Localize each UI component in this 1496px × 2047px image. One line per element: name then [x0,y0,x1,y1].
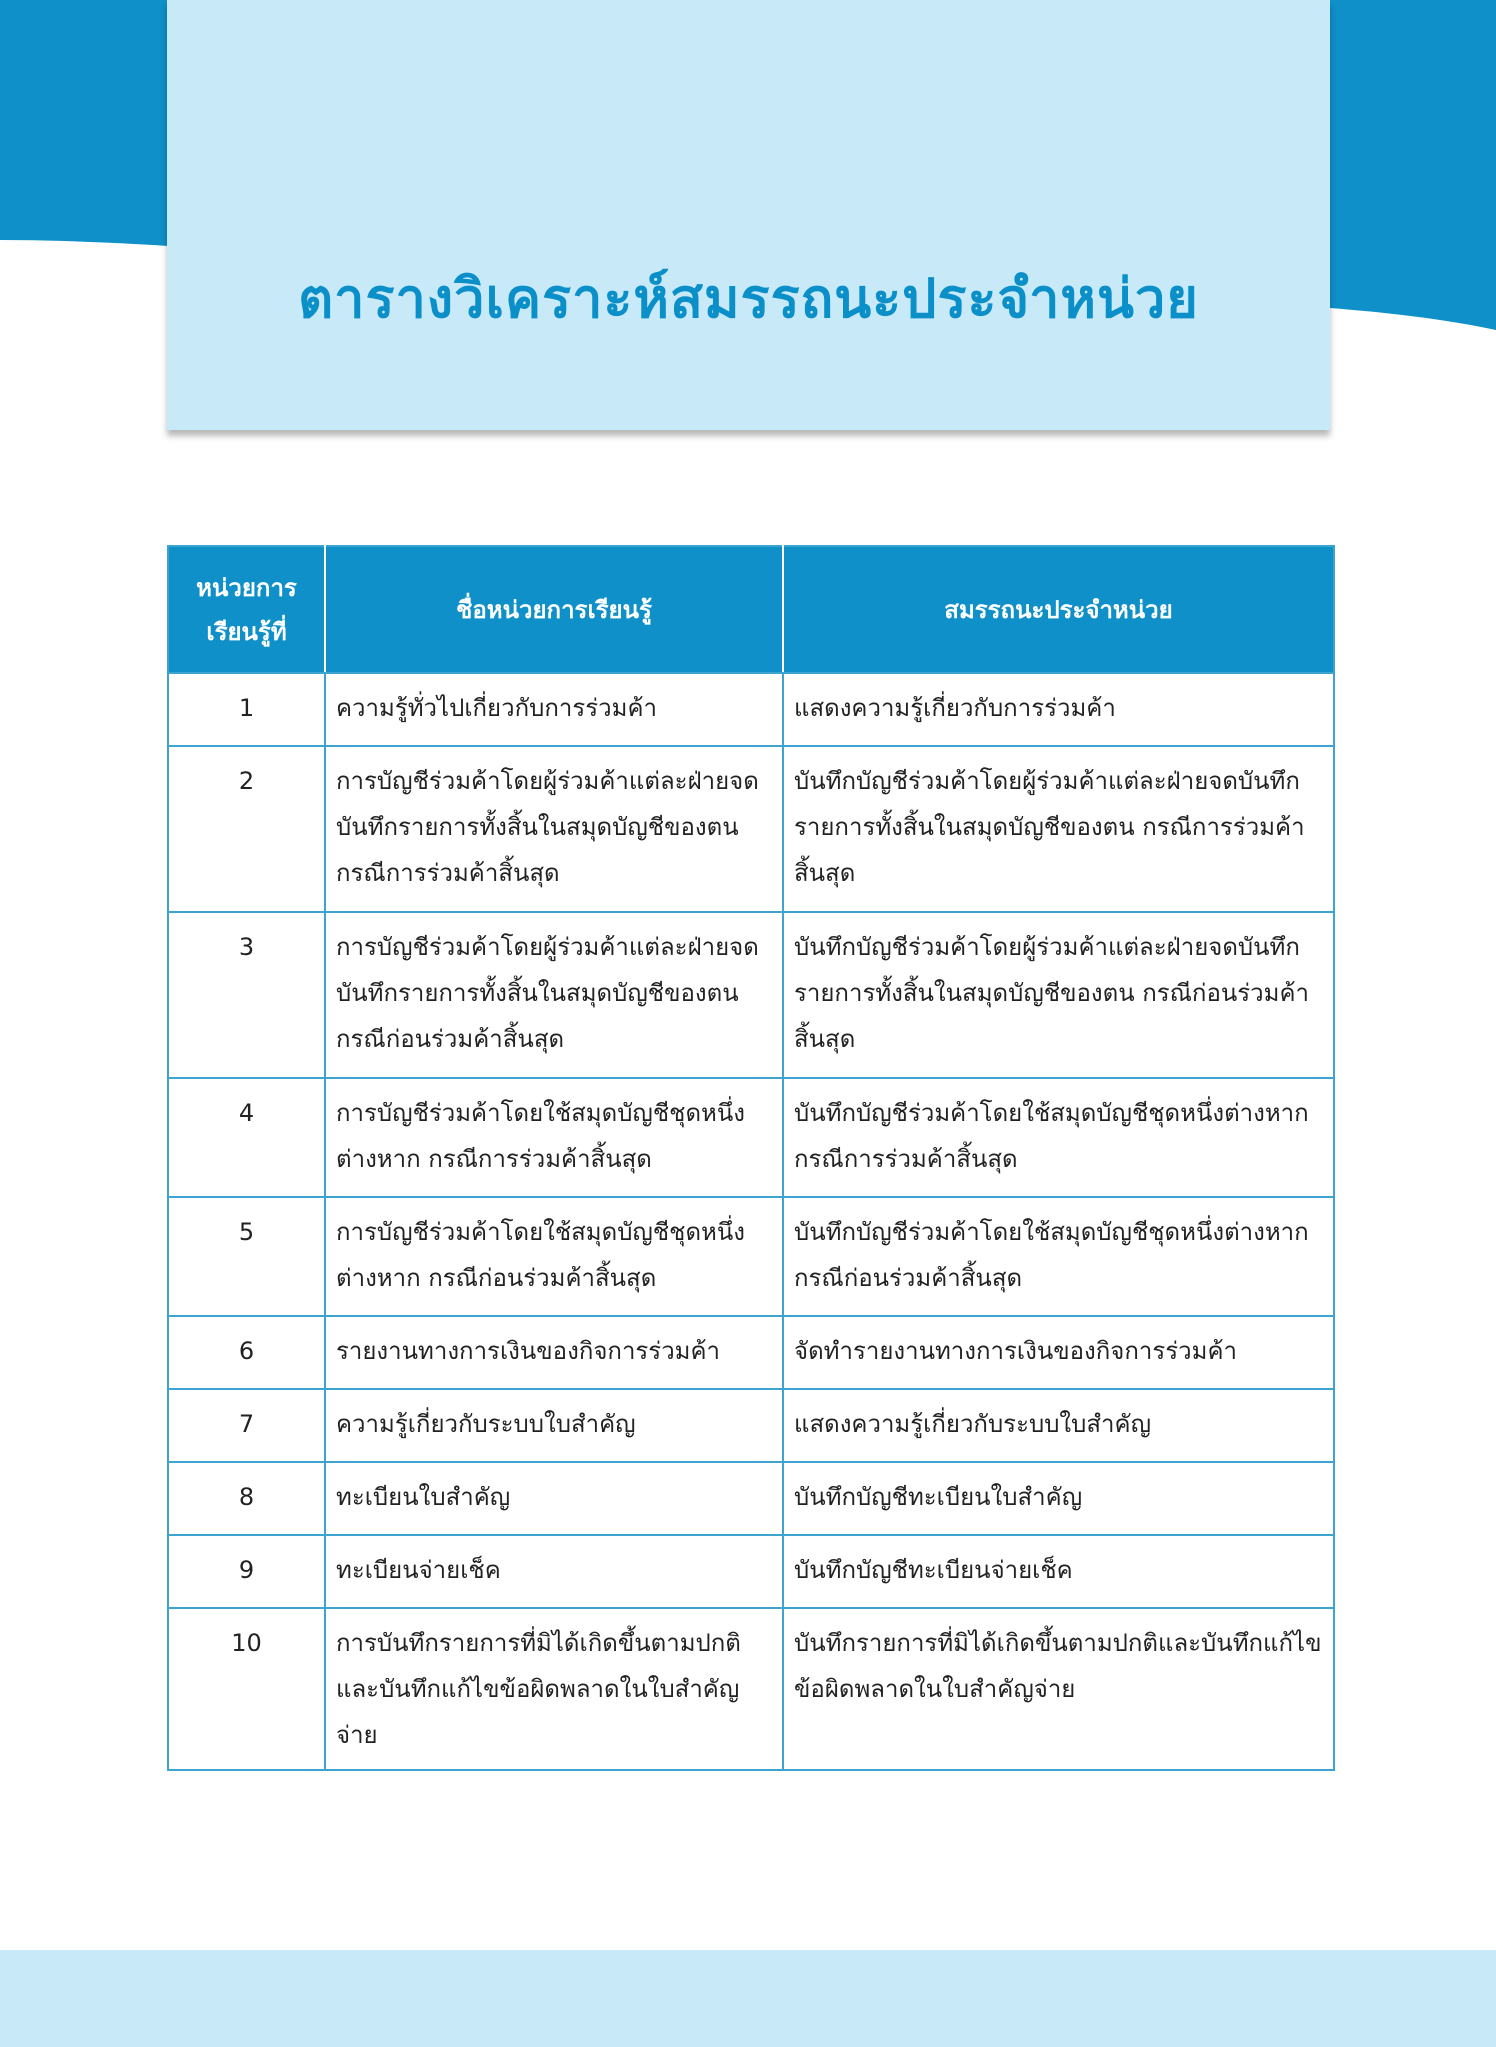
unit-number-cell: 5 [168,1197,325,1316]
competency-cell: บันทึกบัญชีร่วมค้าโดยผู้ร่วมค้าแต่ละฝ่ายจดบันทึกรายการทั้งสิ้นในสมุดบัญชีของตน กรณีการร่วมค้าสิ้นสุด [783,746,1334,912]
competency-cell: บันทึกบัญชีร่วมค้าโดยใช้สมุดบัญชีชุดหนึ่งต่างหาก กรณีการร่วมค้าสิ้นสุด [783,1078,1334,1197]
unit-number-cell: 3 [168,912,325,1078]
header-competency: สมรรถนะประจำหน่วย [783,546,1334,673]
unit-number-cell: 10 [168,1608,325,1770]
table-body [168,673,1334,1770]
unit-number-cell: 1 [168,673,325,746]
unit-name-cell: ทะเบียนจ่ายเช็ค [325,1535,783,1608]
table-header [168,546,1334,673]
unit-name-cell: การบัญชีร่วมค้าโดยใช้สมุดบัญชีชุดหนึ่งต่างหาก กรณีการร่วมค้าสิ้นสุด [325,1078,783,1197]
unit-name-cell: การบัญชีร่วมค้าโดยผู้ร่วมค้าแต่ละฝ่ายจดบันทึกรายการทั้งสิ้นในสมุดบัญชีของตน กรณีการร่วมค้าสิ้นสุด [325,746,783,912]
competency-table [167,545,1335,1771]
competency-cell: จัดทำรายงานทางการเงินของกิจการร่วมค้า [783,1316,1334,1389]
unit-number-cell: 6 [168,1316,325,1389]
header-unit-name: ชื่อหน่วยการเรียนรู้ [325,546,783,673]
table-row [168,1389,1334,1462]
unit-name-cell: การบัญชีร่วมค้าโดยใช้สมุดบัญชีชุดหนึ่งต่างหาก กรณีก่อนร่วมค้าสิ้นสุด [325,1197,783,1316]
competency-table-container [167,545,1333,1771]
unit-number-cell: 7 [168,1389,325,1462]
table-row [168,1535,1334,1608]
table-row [168,1078,1334,1197]
unit-name-cell: ความรู้ทั่วไปเกี่ยวกับการร่วมค้า [325,673,783,746]
competency-cell: บันทึกบัญชีร่วมค้าโดยใช้สมุดบัญชีชุดหนึ่งต่างหาก กรณีก่อนร่วมค้าสิ้นสุด [783,1197,1334,1316]
competency-cell: บันทึกบัญชีทะเบียนจ่ายเช็ค [783,1535,1334,1608]
title-panel [167,0,1330,430]
unit-name-cell: ทะเบียนใบสำคัญ [325,1462,783,1535]
unit-name-cell: รายงานทางการเงินของกิจการร่วมค้า [325,1316,783,1389]
footer-band [0,1950,1496,2047]
table-row [168,673,1334,746]
unit-name-cell: ความรู้เกี่ยวกับระบบใบสำคัญ [325,1389,783,1462]
table-header-row [168,546,1334,673]
table-row [168,1197,1334,1316]
unit-name-cell: การบันทึกรายการที่มิได้เกิดขึ้นตามปกติและบันทึกแก้ไขข้อผิดพลาดในใบสำคัญจ่าย [325,1608,783,1770]
unit-number-cell: 8 [168,1462,325,1535]
competency-cell: บันทึกรายการที่มิได้เกิดขึ้นตามปกติและบันทึกแก้ไขข้อผิดพลาดในใบสำคัญจ่าย [783,1608,1334,1770]
competency-cell: บันทึกบัญชีทะเบียนใบสำคัญ [783,1462,1334,1535]
unit-number-cell: 2 [168,746,325,912]
competency-cell: แสดงความรู้เกี่ยวกับระบบใบสำคัญ [783,1389,1334,1462]
unit-name-cell: การบัญชีร่วมค้าโดยผู้ร่วมค้าแต่ละฝ่ายจดบันทึกรายการทั้งสิ้นในสมุดบัญชีของตน กรณีก่อนร่วมค้าสิ้นสุด [325,912,783,1078]
page-title: ตารางวิเคราะห์สมรรถนะประจำหน่วย [298,267,1199,330]
unit-number-cell: 9 [168,1535,325,1608]
header-unit-number: หน่วยการ เรียนรู้ที่ [168,546,325,673]
table-row [168,1316,1334,1389]
unit-number-cell: 4 [168,1078,325,1197]
table-row [168,912,1334,1078]
table-row [168,746,1334,912]
competency-cell: แสดงความรู้เกี่ยวกับการร่วมค้า [783,673,1334,746]
table-row [168,1462,1334,1535]
table-row [168,1608,1334,1770]
competency-cell: บันทึกบัญชีร่วมค้าโดยผู้ร่วมค้าแต่ละฝ่ายจดบันทึกรายการทั้งสิ้นในสมุดบัญชีของตน กรณีก่อนร่วมค้าสิ้นสุด [783,912,1334,1078]
